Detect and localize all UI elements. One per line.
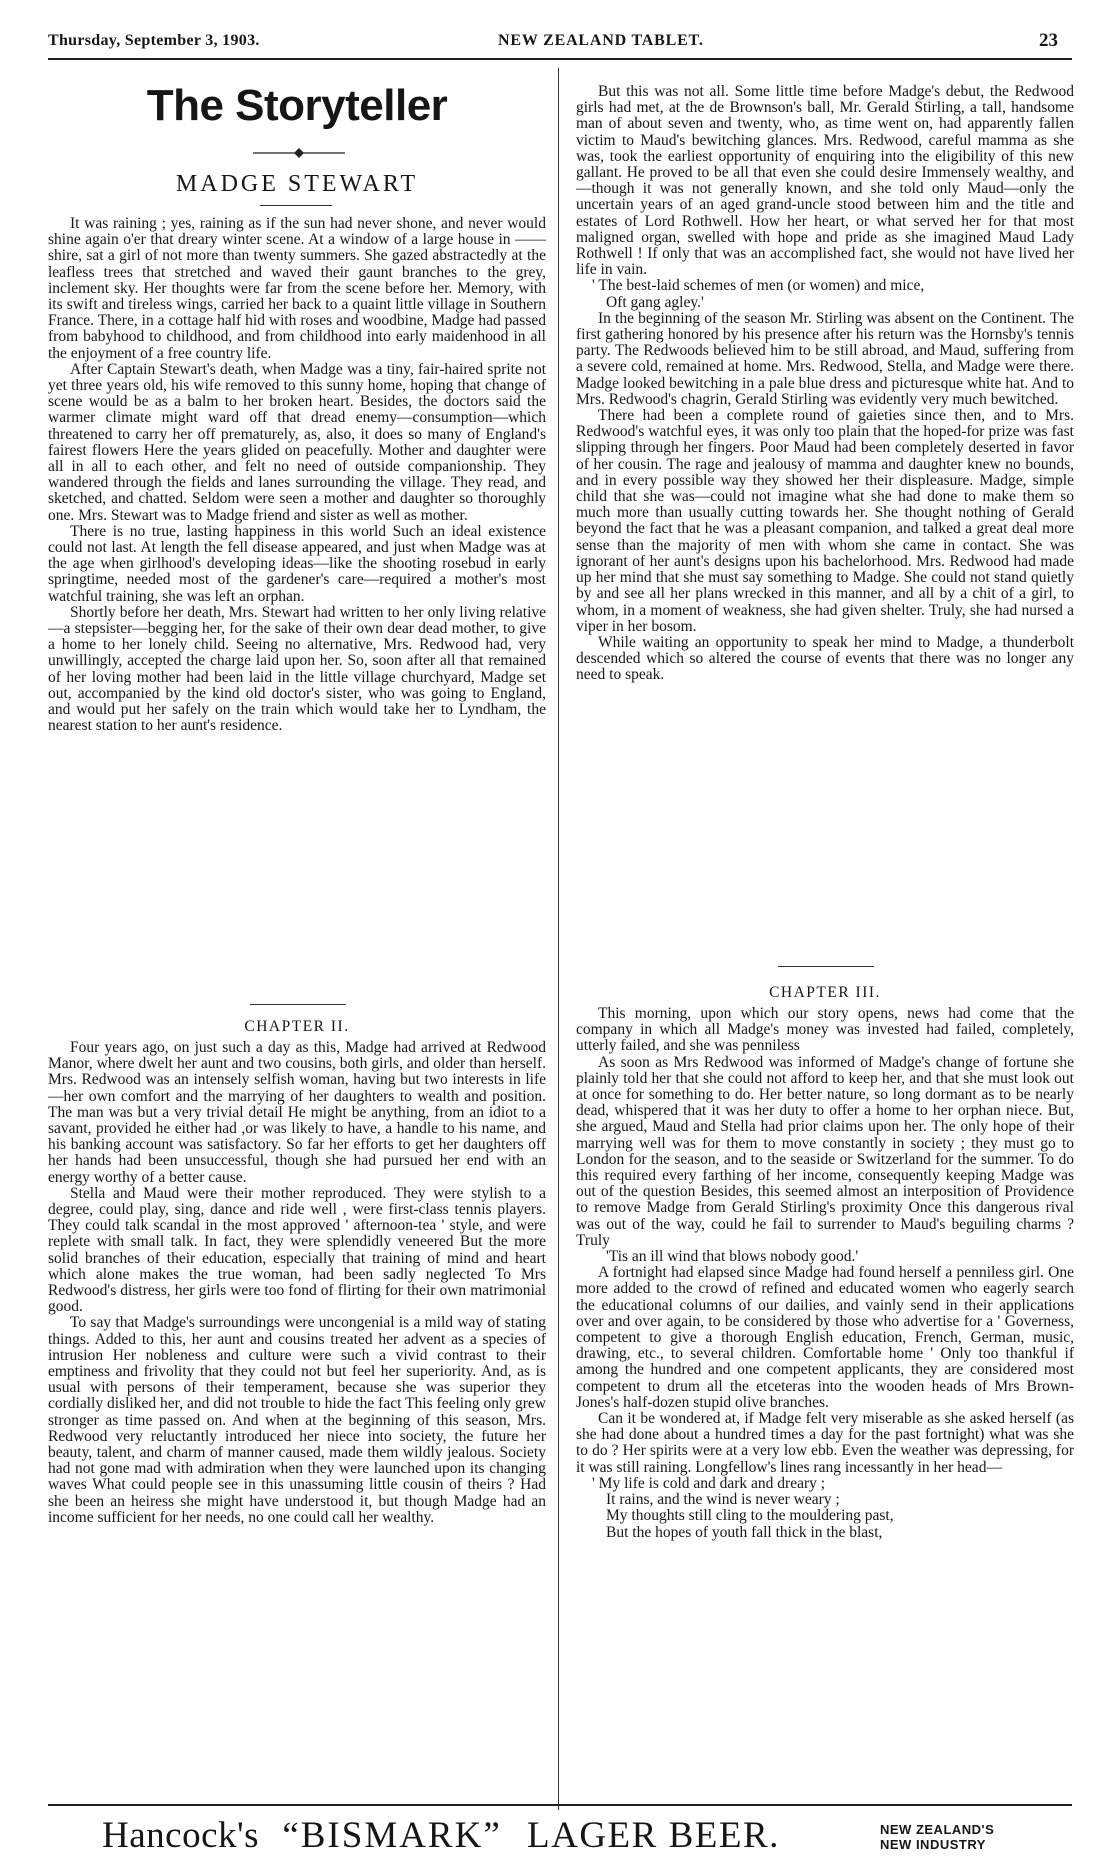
verse-line: ' The best-laid schemes of men (or women) and mice,	[592, 277, 925, 295]
issue-date: Thursday, September 3, 1903.	[48, 32, 260, 49]
paragraph: Stella and Maud were their mother reproduced. They were stylish to a degree, could play, sing, dance and ride well , were first-class tennis players. They could talk scandal in the most approved ' afternoon-tea ' style, and were replete with small talk. In fact, they were splendidly veneered But the more solid branches of their education, especially that training of mind and heart which alone makes the true woman, had been sadly neglected To Mrs Redwood's distress, her girls were too fond of flirting for their own matrimonial good.	[48, 1184, 546, 1316]
ad-headline	[102, 1814, 780, 1858]
ad-product-kind: LAGER BEER.	[527, 1815, 780, 1856]
chapter-3-heading: CHAPTER III.	[769, 984, 881, 1001]
publication-name: NEW ZEALAND TABLET.	[498, 32, 704, 49]
verse-line: ' My life is cold and dark and dreary ;	[592, 1474, 826, 1492]
verse-line: Oft gang agley.'	[606, 293, 704, 311]
continuation-text	[576, 84, 1074, 684]
story-author: MADGE STEWART	[175, 171, 419, 197]
proverb-quote	[576, 1249, 1074, 1265]
advertisement-banner	[60, 1814, 1060, 1860]
ad-tagline-line: NEW INDUSTRY	[880, 1837, 986, 1852]
section-rule	[778, 966, 874, 967]
paragraph: Shortly before her death, Mrs. Stewart had written to her only living relative—a stepsister—begging her, for the sake of their own dear dead mother, to give a home to her lonely child. Seeing no alternative, Mrs. Redwood had, very unwillingly, accepted the charge laid upon her. So, soon after all that remained of her loving mother had been laid in the little village churchyard, Madge set out, accompanied by the kind old doctor's sister, who was going to England, and would put her safely on the train which would take her to Lyndham, the nearest station to her aunt's residence.	[48, 603, 546, 735]
paragraph: In the beginning of the season Mr. Stirling was absent on the Continent. The first gathering honored by his presence after his return was the Hornsby's tennis party. The Redwoods believed him to be still abroad, and Maud, suffering from a severe cold, remained at home. Mrs. Redwood, Stella, and Madge were there. Madge looked bewitching in a pale blue dress and picturesque white hat. And to Mrs. Redwood's chagrin, Gerald Stirling was evidently very much bewitched.	[576, 309, 1074, 408]
chapter-2-heading: CHAPTER II.	[244, 1018, 350, 1035]
page-number: 23	[1039, 30, 1058, 51]
paragraph: While waiting an opportunity to speak her mind to Madge, a thunderbolt descended which so altered the course of events that there was no longer any need to speak.	[576, 633, 1074, 684]
verse-line: 'Tis an ill wind that blows nobody good.'	[606, 1248, 859, 1266]
verse-quote	[576, 278, 1074, 310]
paragraph: There had been a complete round of gaieties since then, and to Mrs. Redwood's watchful eyes, it was only too plain that the hoped-for prize was fast slipping through her fingers. Poor Maud had been completely deserted in favor of her cousin. The rage and jealousy of mamma and daughter knew no bounds, and in every possible way they showed her their displeasure. Madge, simple child that she was—could not imagine what she had done to make them so much more than usually cutting towards her. She thought nothing of Gerald beyond the fact that he was a pleasant companion, and talked a great deal more sense than the majority of men with whom she came in contact. She was ignorant of her aunt's designs upon his bachelorhood. Mrs. Redwood had made up her mind that she must say something to Madge. She could not stand quietly by and see all her plans wrecked in this manner, and all by a chit of a girl, to whom, in a moment of weakness, she had given shelter. Truly, she had nursed a viper in her bosom.	[576, 407, 1074, 635]
ad-brand: Hancock's	[102, 1815, 260, 1856]
chapter-3-text	[576, 1006, 1074, 1541]
ad-tagline	[880, 1822, 994, 1852]
author-rule	[260, 205, 332, 206]
section-rule	[250, 1004, 346, 1005]
chapter-1-text	[48, 216, 546, 735]
page-header	[48, 30, 1058, 54]
ad-tagline-line: NEW ZEALAND'S	[880, 1822, 995, 1837]
paragraph: Four years ago, on just such a day as this, Madge had arrived at Redwood Manor, where dwelt her aunt and two cousins, both girls, and older than herself. Mrs. Redwood was an intensely selfish woman, having but two interests in life—her own comfort and the marrying of her daughters to wealth and position. The man was but a very trivial detail He might be anything, from an idiot to a savant, provided he either had ,or was likely to have, a handle to his name, and his banking account was satisfactory. So far her efforts to get her daughters off her hands had been unsuccessful, though she had pursued her end with an energy worthy of a better cause.	[48, 1039, 546, 1186]
paragraph: A fortnight had elapsed since Madge had found herself a penniless girl. One more added to the crowd of refined and educated women who eagerly search the educational columns of our dailies, and vainly send in their applications over and over again, to be considered by those who advertise for a ' Governess, competent to give a thorough English education, French, German, music, drawing, etc., to several children. Comfortable home ' Only too thankful if among the hundred and one competent applicants, they are considered most competent to drum all the etceteras into the wooden heads of Mrs Brown-Jones's half-dozen stupid olive branches.	[576, 1264, 1074, 1411]
verse-line: It rains, and the wind is never weary ;	[606, 1491, 840, 1509]
ad-product: “BISMARK”	[282, 1815, 502, 1856]
paragraph: To say that Madge's surroundings were uncongenial is a mild way of stating things. Added to this, her aunt and cousins treated her advent as a species of intrusion Her nobleness and culture were such a vivid contrast to their emptiness and frivolity that they could not but feel her superiority. And, as is usual with persons of their temperament, because she was superior they cordially disliked her, and did not trouble to hide the fact This feeling only grew stronger as time passed on. And when at the beginning of this season, Mrs. Redwood very reluctantly introduced her niece into society, the future her beauty, talent, and charm of manner caused, made them wildly jealous. Society had not gone mad with admiration when they were launched upon its changing waves What could people see in this unassuming little cousin of theirs ? Had she been an heiress she might have understood it, but though Madge had an income sufficient for her needs, no one could call her wealthy.	[48, 1314, 546, 1526]
paragraph: As soon as Mrs Redwood was informed of Madge's change of fortune she plainly told her that she could not afford to keep her, and that she must look out at once for something to do. Her better nature, so long dormant as to be nearly dead, whispered that it was her duty to offer a home to her orphan niece. But, she argued, Maud and Stella had prior claims upon her. The only hope of their marrying well was for them to move constantly in society ; they must go to London for the season, and to the seaside or Switzerland for the summer. To do this required every farthing of her income, consequently keeping Madge was out of the question Besides, this seemed almost an interposition of Providence to remove Madge from Gerald Stirling's proximity Once this dangerous rival was out of the way, could he fail to surrender to Maud's beguiling charms ? Truly	[576, 1053, 1074, 1249]
story-title: The Storyteller	[146, 81, 448, 130]
column-divider	[558, 68, 559, 1810]
paragraph: This morning, upon which our story opens, news had come that the company in which all Madge's money was invested had failed, completely, utterly failed, and she was penniless	[576, 1005, 1074, 1055]
header-rule	[48, 58, 1072, 60]
paragraph: After Captain Stewart's death, when Madge was a tiny, fair-haired sprite not yet three years old, his wife removed to this sunny home, hoping that change of scene would be as a balm to her broken heart. Besides, the doctors said the warmer climate might ward off that dread enemy—consumption—which threatened to carry her off prematurely, as, also, it does so many of England's fairest flowers Here the years glided on peacefully. Mother and daughter were all in all to each other, and felt no need of outside companionship. They wandered through the fields and lanes surrounding the village. They read, and sketched, and chatted. Seldom were seen a mother and daughter so thoroughly one. Mrs. Stewart was to Madge friend and sister as well as mother.	[48, 360, 546, 524]
verse-line: But the hopes of youth fall thick in the blast,	[606, 1523, 883, 1541]
ornament-divider	[253, 147, 345, 159]
verse-line: My thoughts still cling to the mouldering past,	[606, 1507, 894, 1525]
chapter-2-text	[48, 1040, 546, 1526]
paragraph: Can it be wondered at, if Madge felt very miserable as she asked herself (as she had done about a hundred times a day for the past fortnight) what was she to do ? Her spirits were at a very low ebb. Even the weather was depressing, for it was still raining. Longfellow's lines rang incessantly in her head—	[576, 1410, 1074, 1476]
paragraph: There is no true, lasting happiness in this world Such an ideal existence could not last. At length the fell disease appeared, and just when Madge was at the age when girlhood's developing ideas—like the shooting rosebud in early springtime, needed most of the gardener's care—required a mother's most watchful training, she was left an orphan.	[48, 522, 546, 605]
longfellow-verse	[576, 1476, 1074, 1541]
paragraph: It was raining ; yes, raining as if the sun had never shone, and never would shine again o'er that dreary winter scene. At a window of a large house in ——shire, sat a girl of not more than twenty summers. She gazed abstractedly at the leafless trees that stretched and waved their gaunt branches to the grey, inclement sky. Her thoughts were far from the scene before her. Memory, with its swift and tireless wings, carried her back to a quaint little village in Southern France. There, in a cottage half hid with roses and woodbine, Madge had passed from babyhood to childhood, and from childhood into early maidenhood in all the enjoyment of a free country life.	[48, 215, 546, 362]
paragraph: But this was not all. Some little time before Madge's debut, the Redwood girls had met, at the de Brownson's ball, Mr. Gerald Stirling, a tall, handsome man of about seven and twenty, who, as time went on, had apparently fallen victim to Maud's bewitching glances. Mrs. Redwood, careful mamma as she was, took the earliest opportunity of enquiring into the eligibility of this new gallant. He proved to be all that even she could desire Immensely wealthy, and—though it was not generally known, and she told only Maud—only the uncertain years of an aged grand-uncle stood between him and the title and estates of Lord Rothwell. How her heart, or what served her for that most maligned organ, swelled with hope and pride as she imagined Maud Lady Rothwell ! If only that was an accomplished fact, she would not have lived her life in vain.	[576, 83, 1074, 279]
footer-rule	[48, 1804, 1072, 1806]
